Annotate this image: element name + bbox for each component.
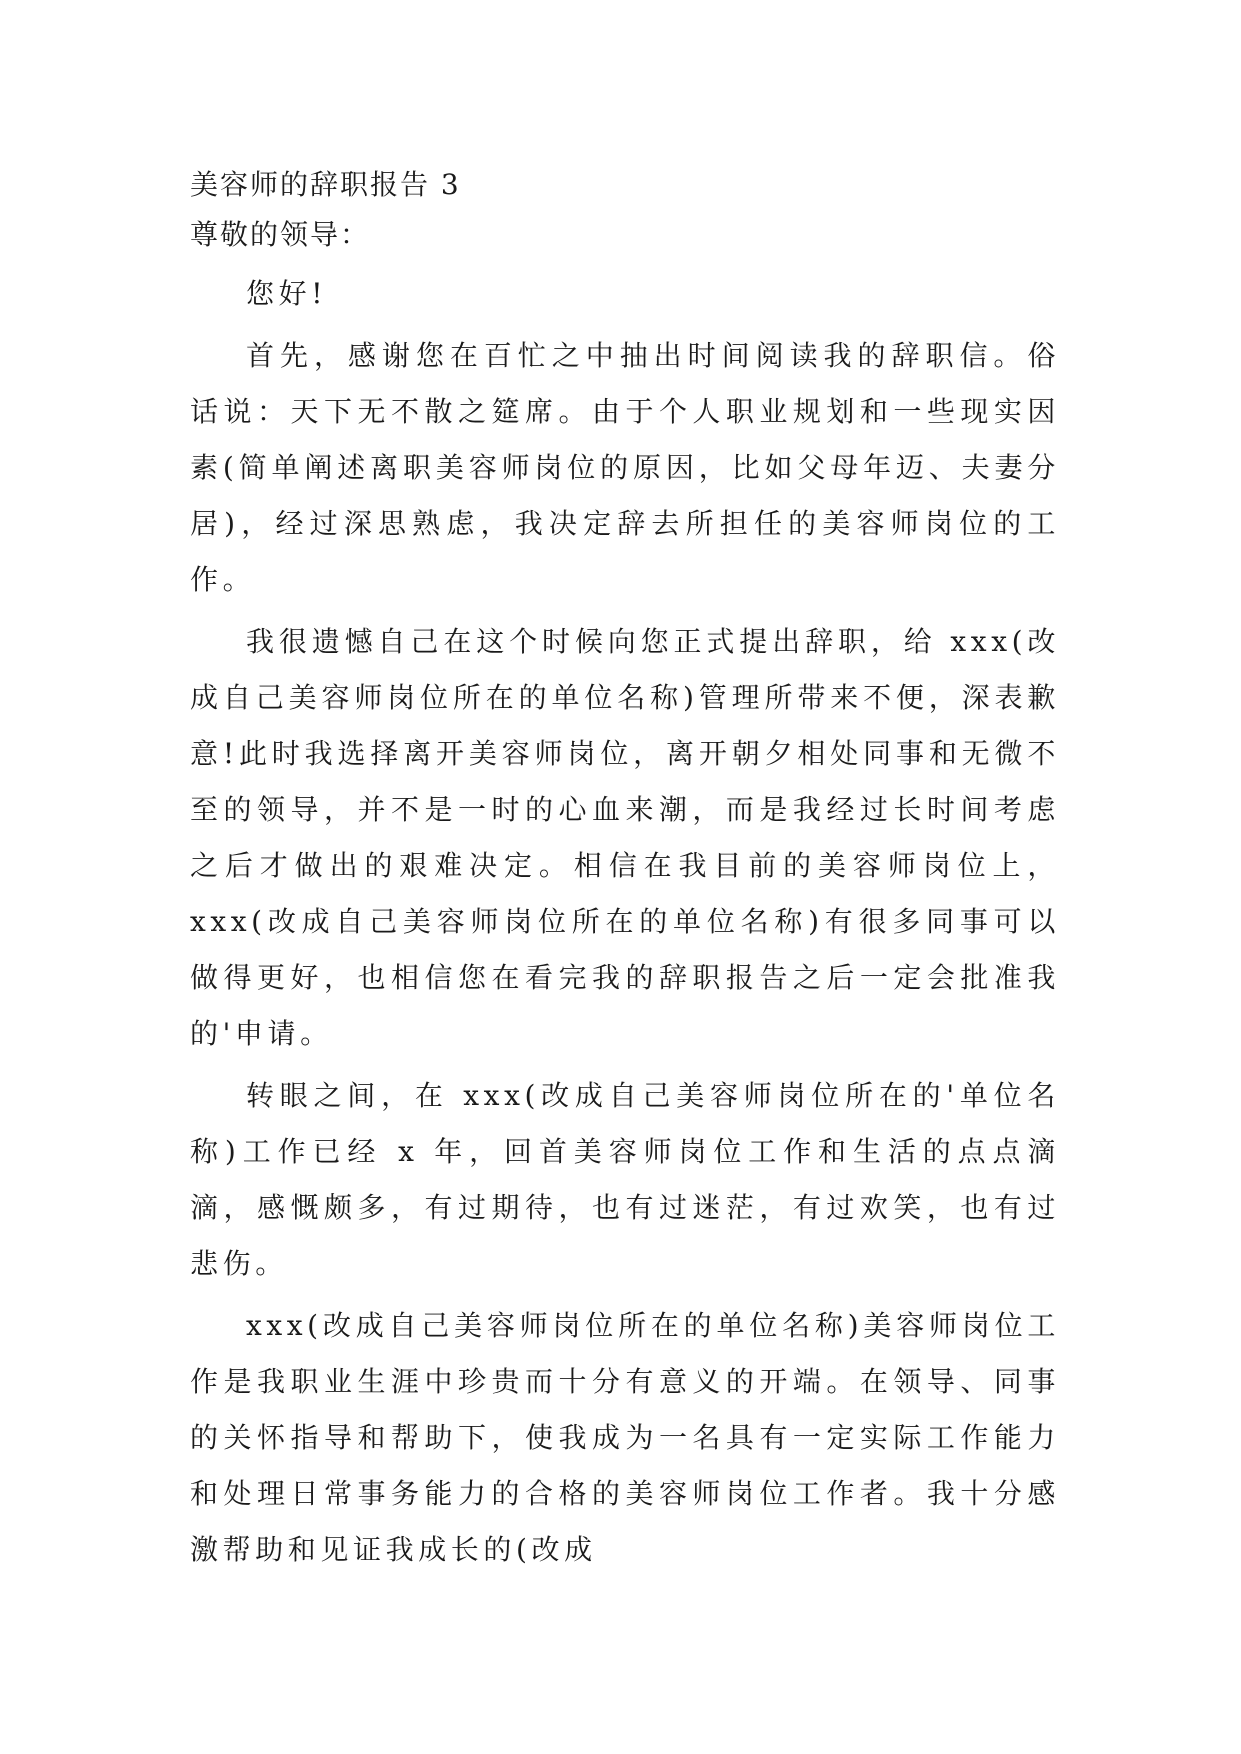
- document-title: 美容师的辞职报告 3: [190, 168, 461, 201]
- paragraph-reflection: 转眼之间，在 xxx(改成自己美容师岗位所在的'单位名称)工作已经 x 年，回首美容师岗位工作和生活的点点滴滴，感慨颇多，有过期待，也有过迷茫，有过欢笑，也有过悲伤。: [190, 1079, 1060, 1280]
- paragraph-apology: 我很遗憾自己在这个时候向您正式提出辞职，给 xxx(改成自己美容师岗位所在的单位名称)管理所带来不便，深表歉意!此时我选择离开美容师岗位，离开朝夕相处同事和无微不至的领导，并不是一时的心血来潮，而是我经过长时间考虑之后才做出的艰难决定。相信在我目前的美容师岗位上，xxx(改成自己美容师岗位所在的单位名称)有很多同事可以做得更好，也相信您在看完我的辞职报告之后一定会批准我的'申请。: [190, 625, 1060, 1050]
- paragraph-intro: 首先，感谢您在百忙之中抽出时间阅读我的辞职信。俗话说：天下无不散之筵席。由于个人职业规划和一些现实因素(简单阐述离职美容师岗位的原因，比如父母年迈、夫妻分居)，经过深思熟虑，我决定辞去所担任的美容师岗位的工作。: [190, 339, 1060, 596]
- paragraph-gratitude: xxx(改成自己美容师岗位所在的单位名称)美容师岗位工作是我职业生涯中珍贵而十分有意义的开端。在领导、同事的关怀指导和帮助下，使我成为一名具有一定实际工作能力和处理日常事务能力的合格的美容师岗位工作者。我十分感激帮助和见证我成长的(改成: [190, 1309, 1060, 1566]
- paragraph-greeting: 您好!: [246, 277, 328, 310]
- document-body: [190, 160, 1060, 1584]
- salutation: 尊敬的领导：: [190, 218, 371, 251]
